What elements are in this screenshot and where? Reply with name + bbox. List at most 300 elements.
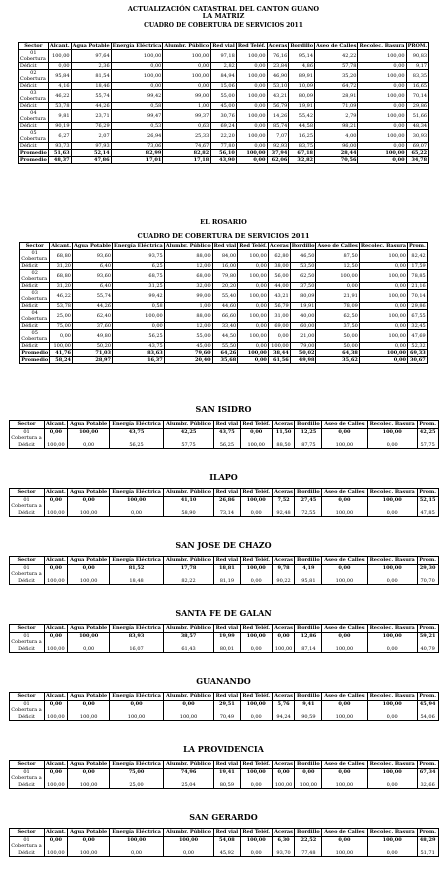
column-header: Aceras [268, 43, 288, 49]
value-cell [295, 768, 322, 789]
column-header: Red vial [214, 829, 241, 837]
row-label: Cobertura a [11, 503, 42, 509]
coverage-value: 0,00 [277, 632, 290, 639]
column-header: Recolec. Basura [359, 43, 405, 49]
coverage-value: 0,00 [338, 428, 351, 435]
value-cell [44, 632, 68, 653]
value-cell: 100,00 [50, 343, 73, 350]
average-row [18, 150, 428, 157]
column-header: Alcant. [46, 693, 66, 699]
value-cell: 100,00 [359, 290, 407, 303]
column-header: Prom. [419, 421, 437, 427]
value-cell: 90,19 [48, 123, 71, 130]
table-row [20, 263, 427, 270]
value-cell: 31,20 [50, 283, 73, 290]
average-cell: 32,82 [289, 157, 315, 164]
coverage-value: 0,00 [338, 496, 351, 503]
column-header: Bordillo [290, 43, 314, 49]
value-cell [68, 632, 110, 653]
value-cell: 100,00 [359, 250, 407, 263]
row-label: Déficit [18, 509, 35, 516]
deficit-value: 81,19 [219, 577, 235, 584]
value-cell: 79,80 [212, 270, 238, 283]
value-cell [322, 564, 367, 585]
column-header: Sector [20, 243, 50, 250]
average-cell: 0,00 [238, 357, 269, 364]
coverage-value: 18,81 [219, 564, 235, 571]
parish-table [9, 556, 439, 585]
value-cell: 55,40 [212, 290, 238, 303]
average-cell: 47,86 [71, 157, 111, 164]
table-row [20, 343, 427, 350]
matriz-table-title: CUADRO DE COBERTURA DE SERVICIOS 2011 [144, 22, 303, 29]
average-label: Promedio [21, 350, 49, 356]
table-row [20, 250, 427, 263]
value-cell: 100,00 [111, 50, 163, 63]
average-cell: 52,14 [71, 150, 111, 157]
column-header: Red Teléf. [239, 243, 267, 249]
value-cell: 18,46 [71, 83, 111, 90]
value-cell: 100,00 [359, 270, 407, 283]
value-cell: 55,74 [72, 290, 112, 303]
value-cell: 80,09 [289, 90, 315, 103]
column-header: Alumbr. Público [164, 557, 214, 565]
value-cell [367, 496, 417, 517]
coverage-value: 100,00 [246, 836, 266, 843]
value-cell: 100,00 [238, 290, 269, 303]
value-cell: 88,00 [164, 310, 212, 323]
value-cell: 23,84 [267, 63, 289, 70]
average-cell: 0,00 [358, 157, 406, 164]
value-cell: 93,60 [72, 250, 112, 263]
column-header: Alcant. [46, 557, 66, 563]
value-cell [68, 428, 110, 449]
row-label: Cobertura [21, 316, 48, 322]
row-label: Déficit [19, 63, 37, 69]
coverage-value: 100,00 [178, 836, 199, 843]
average-cell: 50,02 [290, 350, 316, 357]
column-header: Aseo de Calles [322, 829, 367, 837]
value-cell: 62,50 [316, 310, 359, 323]
value-cell: 100,00 [359, 330, 407, 343]
value-cell: 55,00 [211, 90, 237, 103]
row-label: Cobertura [21, 256, 48, 262]
coverage-value: 100,00 [126, 836, 147, 843]
average-label: Promedio [19, 150, 47, 156]
column-header: Prom. [419, 489, 437, 495]
coverage-value: 9,41 [302, 700, 315, 707]
coverage-value: 100,00 [246, 496, 266, 503]
column-header: Aceras [274, 761, 293, 767]
deficit-value: 0,00 [386, 645, 398, 652]
value-cell [295, 836, 322, 857]
value-cell: 44,26 [72, 303, 112, 310]
table-row [9, 496, 438, 517]
sector-cell [18, 130, 48, 143]
average-cell: 83,63 [113, 350, 165, 357]
value-cell: 0,00 [236, 123, 267, 130]
value-cell: 0,00 [163, 83, 211, 90]
sector-number: 01 [31, 250, 38, 256]
table-row [18, 70, 428, 83]
deficit-value: 54,06 [420, 713, 435, 720]
row-label: Déficit [21, 263, 38, 269]
parish-section [0, 812, 447, 857]
value-cell: 0,00 [111, 63, 163, 70]
table-row [20, 330, 427, 343]
rosario-table [19, 242, 427, 364]
table-row [18, 143, 428, 150]
column-header: Red vial [214, 557, 241, 565]
average-label: Promedio [21, 357, 49, 363]
parish-table [9, 488, 439, 517]
deficit-value: 100,00 [47, 781, 65, 788]
value-cell [367, 564, 417, 585]
value-cell: 100,00 [48, 50, 71, 63]
sector-cell [18, 63, 48, 70]
value-cell: 4,00 [315, 130, 358, 143]
value-cell: 71,09 [315, 103, 358, 110]
sector-cell [20, 283, 50, 290]
value-cell: 31,00 [268, 310, 290, 323]
coverage-value: 6,30 [277, 836, 290, 843]
value-cell: 2,82 [211, 63, 237, 70]
row-label: Cobertura [21, 336, 48, 342]
column-header: Alumbr. Público [164, 693, 214, 701]
value-cell [272, 768, 295, 789]
sector-number: 01 [30, 50, 37, 56]
column-header: Alumbr. Público [164, 761, 214, 769]
value-cell: 90,83 [406, 50, 429, 63]
value-cell: 44,58 [289, 123, 315, 130]
value-cell: 87,50 [316, 250, 359, 263]
coverage-value: 59,21 [419, 632, 436, 639]
coverage-value: 100,00 [382, 564, 402, 571]
value-cell: 100,00 [358, 70, 406, 83]
average-cell: 82,99 [111, 150, 163, 157]
sector-cell [20, 263, 50, 270]
column-header: Aseo de Calles [322, 761, 367, 769]
value-cell [44, 768, 68, 789]
sector-cell [18, 110, 48, 123]
value-cell: 93,73 [48, 143, 71, 150]
value-cell: 78,85 [407, 270, 427, 283]
coverage-value: 74,96 [180, 768, 197, 775]
coverage-value: 0,00 [82, 496, 95, 503]
value-cell: 0,53 [111, 123, 163, 130]
value-cell: 42,22 [315, 50, 358, 63]
coverage-value: 0,00 [82, 768, 95, 775]
deficit-value: 77,48 [301, 849, 316, 856]
column-header: Sector [9, 421, 44, 429]
column-header: Agua Potable [68, 693, 110, 701]
deficit-value: 93,70 [276, 849, 291, 856]
value-cell: 100,00 [358, 130, 406, 143]
column-header: Red vial [213, 243, 237, 249]
value-cell: 0,00 [238, 303, 269, 310]
coverage-value: 45,94 [419, 700, 436, 707]
header-row [9, 761, 438, 769]
value-cell: 4,16 [48, 83, 71, 90]
coverage-value: 9,78 [277, 564, 290, 571]
sector-cell [18, 50, 48, 63]
value-cell [417, 700, 438, 721]
sector-cell [9, 836, 44, 857]
value-cell: 16,25 [289, 130, 315, 143]
coverage-value: 0,00 [302, 768, 315, 775]
parish-table [9, 692, 439, 721]
deficit-value: 25,00 [129, 781, 144, 788]
average-cell: 67,18 [289, 150, 315, 157]
coverage-value: 100,00 [382, 700, 402, 707]
value-cell: 30,93 [406, 130, 429, 143]
value-cell: 57,78 [315, 63, 358, 70]
column-header: Alumbr. Público [164, 421, 214, 429]
column-header: Aseo de Calles [317, 243, 358, 249]
sector-number: 05 [30, 130, 37, 136]
average-label: Promedio [19, 157, 47, 163]
value-cell: 100,00 [238, 330, 269, 343]
column-header: Recolec. Basura [360, 243, 406, 249]
coverage-value: 0,00 [338, 836, 351, 843]
value-cell: 0,00 [359, 283, 407, 290]
value-cell [68, 564, 110, 585]
value-cell: 62,50 [290, 270, 316, 283]
value-cell: 55,74 [71, 90, 111, 103]
value-cell: 0,00 [236, 103, 267, 110]
column-header: Red vial [214, 625, 241, 633]
coverage-value: 83,93 [128, 632, 145, 639]
rosario-title: EL ROSARIO [200, 218, 247, 226]
coverage-value: 42,25 [419, 428, 436, 435]
coverage-value: 52,15 [419, 496, 436, 503]
table-row [18, 123, 428, 130]
deficit-value: 100,00 [335, 781, 354, 788]
value-cell [44, 564, 68, 585]
value-cell [295, 700, 322, 721]
row-label: Cobertura [21, 276, 48, 282]
deficit-value: 87,14 [301, 645, 316, 652]
parish-table [9, 420, 439, 449]
value-cell: 21,00 [290, 330, 316, 343]
value-cell: 98,21 [315, 123, 358, 130]
value-cell: 19,91 [289, 103, 315, 110]
deficit-value: 0,00 [182, 849, 195, 856]
coverage-value: 11,50 [275, 428, 292, 435]
coverage-value: 100,00 [382, 836, 402, 843]
value-cell: 56,00 [268, 270, 290, 283]
value-cell: 23,71 [71, 110, 111, 123]
column-header: Sector [9, 829, 44, 837]
header-row [18, 43, 428, 50]
deficit-value: 100,00 [335, 645, 354, 652]
coverage-value: 0,00 [49, 836, 62, 843]
value-cell: 0,00 [359, 323, 407, 330]
value-cell [417, 632, 438, 653]
value-cell: 67,55 [407, 310, 427, 323]
column-header: Agua Potable [68, 557, 110, 565]
column-header: Bordillo [295, 557, 322, 565]
value-cell: 55,50 [212, 343, 238, 350]
average-cell: 41,76 [50, 350, 73, 357]
value-cell: 100,00 [111, 70, 163, 83]
table-row [9, 836, 438, 857]
column-header: Bordillo [295, 489, 322, 497]
column-header: Red vial [212, 43, 235, 49]
value-cell: 80,09 [290, 290, 316, 303]
value-cell: 0,00 [359, 263, 407, 270]
deficit-value: 61,43 [181, 645, 196, 652]
deficit-value: 0,00 [130, 849, 143, 856]
value-cell: 9,81 [48, 110, 71, 123]
table-row [9, 564, 438, 585]
average-cell: 0,00 [359, 357, 407, 364]
value-cell [68, 496, 110, 517]
value-cell: 0,00 [358, 63, 406, 70]
column-header: Red Teléf. [240, 557, 272, 565]
header-row [9, 557, 438, 565]
value-cell: 78,09 [316, 303, 359, 310]
value-cell: 37,50 [290, 283, 316, 290]
value-cell: 6,40 [72, 263, 112, 270]
value-cell: 31,20 [50, 263, 73, 270]
sector-number: 01 [23, 768, 30, 775]
parish-section [0, 608, 447, 653]
value-cell: 73,06 [111, 143, 163, 150]
value-cell [214, 428, 241, 449]
average-cell: 48,37 [48, 157, 71, 164]
value-cell: 46,22 [48, 90, 71, 103]
rosario-section [0, 218, 447, 364]
value-cell [214, 564, 241, 585]
value-cell: 9,17 [406, 63, 429, 70]
value-cell [367, 836, 417, 857]
deficit-value: 0,00 [250, 849, 262, 856]
value-cell: 100,00 [268, 343, 290, 350]
column-header: Aceras [274, 421, 293, 427]
value-cell [367, 632, 417, 653]
column-header: Alumbr. Público [164, 43, 210, 49]
value-cell: 37,60 [72, 323, 112, 330]
deficit-value: 100,00 [335, 509, 354, 516]
value-cell [164, 768, 214, 789]
coverage-value: 100,00 [382, 768, 402, 775]
deficit-value: 25,04 [181, 781, 196, 788]
column-header: Alumbr. Público [165, 243, 211, 249]
parish-title: SANTA FE DE GALAN [175, 608, 272, 618]
deficit-value: 100,00 [79, 849, 98, 856]
coverage-value: 100,00 [382, 496, 402, 503]
column-header: Alcant. [46, 489, 66, 495]
value-cell: 50,00 [316, 343, 359, 350]
value-cell [295, 564, 322, 585]
deficit-value: 16,07 [129, 645, 144, 652]
coverage-value: 22,52 [300, 836, 317, 843]
header-row [9, 693, 438, 701]
column-header: Aseo de Calles [316, 43, 357, 49]
value-cell: 0,00 [111, 83, 163, 90]
column-header: Prom. [408, 243, 426, 249]
column-header: Bordillo [295, 625, 322, 633]
value-cell: 2,79 [315, 110, 358, 123]
coverage-value: 29,30 [419, 564, 436, 571]
deficit-value: 0,00 [83, 441, 95, 448]
deficit-value: 0,00 [250, 781, 262, 788]
deficit-value: 87,75 [301, 441, 316, 448]
value-cell: 0,58 [113, 303, 165, 310]
value-cell: 0,00 [238, 343, 269, 350]
coverage-value: 29,51 [219, 700, 235, 707]
deficit-value: 0,00 [386, 781, 398, 788]
parish-section [0, 404, 447, 449]
deficit-value: 95,81 [301, 577, 316, 584]
column-header: Aseo de Calles [322, 625, 367, 633]
value-cell [214, 496, 241, 517]
value-cell [240, 836, 272, 857]
value-cell: 0,00 [358, 123, 406, 130]
value-cell [68, 768, 110, 789]
coverage-value: 67,34 [419, 768, 436, 775]
row-label: Cobertura [19, 76, 46, 82]
value-cell: 6,25 [113, 263, 165, 270]
value-cell [214, 836, 241, 857]
value-cell [110, 632, 164, 653]
sector-cell [20, 323, 50, 330]
value-cell: 99,00 [163, 90, 211, 103]
table-row [18, 103, 428, 110]
coverage-value: 38,57 [180, 632, 197, 639]
sector-number: 01 [23, 836, 30, 843]
coverage-value: 5,76 [277, 700, 290, 707]
average-cell: 100,00 [358, 150, 406, 157]
value-cell: 68,00 [164, 270, 212, 283]
value-cell [44, 496, 68, 517]
deficit-value: 100,00 [47, 509, 65, 516]
coverage-value: 0,00 [49, 564, 62, 571]
average-cell: 35,62 [316, 357, 359, 364]
column-header: Agua Potable [68, 489, 110, 497]
column-header: Agua Potable [68, 421, 110, 429]
parish-table [9, 828, 439, 857]
deficit-value: 0,00 [386, 441, 398, 448]
deficit-value: 80,01 [219, 645, 235, 652]
value-cell: 83,75 [289, 143, 315, 150]
deficit-value: 51,71 [420, 849, 435, 856]
value-cell: 76,29 [71, 123, 111, 130]
value-cell: 30,76 [211, 110, 237, 123]
deficit-value: 0,00 [83, 645, 95, 652]
coverage-value: 4,19 [302, 564, 315, 571]
header-row [9, 421, 438, 429]
average-cell: 0,00 [236, 157, 267, 164]
value-cell: 83,35 [406, 70, 429, 83]
deficit-value: 94,24 [276, 713, 291, 720]
column-header: Agua Potable [68, 761, 110, 769]
value-cell: 0,58 [111, 103, 163, 110]
value-cell: 68,80 [50, 250, 73, 263]
average-cell: 20,40 [164, 357, 212, 364]
table-row [18, 110, 428, 123]
deficit-value: 100,00 [79, 509, 98, 516]
column-header: Red Teléf. [237, 43, 266, 49]
row-label: Cobertura a [11, 571, 42, 577]
value-cell: 70,14 [407, 290, 427, 303]
coverage-value: 43,75 [219, 428, 235, 435]
deficit-value: 100,00 [179, 713, 198, 720]
value-cell: 20,20 [212, 283, 238, 290]
sector-cell [9, 768, 44, 789]
value-cell: 15,06 [211, 83, 237, 90]
